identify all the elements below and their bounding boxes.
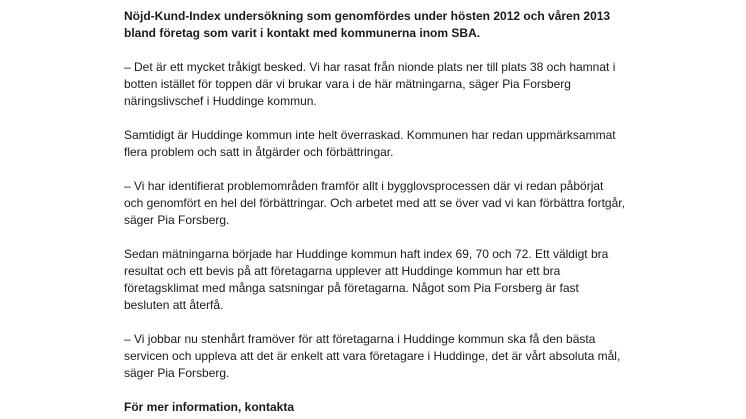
contact-heading: För mer information, kontakta bbox=[124, 400, 295, 414]
paragraph-quote-3: – Vi jobbar nu stenhårt framöver för att företagarna i Huddinge kommun ska få den bästa servicen och uppleva att det är enkelt att vara företagare i Huddinge, det är vårt absoluta mål, säger Pia Forsberg. bbox=[124, 332, 621, 380]
paragraph-2: Samtidigt är Huddinge kommun inte helt överraskad. Kommunen har redan uppmärksammat flera problem och satt in åtgärder och förbättringar. bbox=[124, 128, 616, 159]
paragraph-3: Sedan mätningarna började har Huddinge kommun haft index 69, 70 och 72. Ett väldigt bra resultat och ett bevis på att företagarna upplever att Huddinge kommun har ett bra företagsklimat med många satsningar på företagarna. Något som Pia Forsberg är fast besluten att återfå. bbox=[124, 247, 609, 312]
paragraph-quote-1: – Det är ett mycket tråkigt besked. Vi har rasat från nionde plats ner till plats 38 och hamnat i botten istället för toppen där vi brukar vara i de här mätningarna, säger Pia Forsberg näringslivschef i Huddinge kommun. bbox=[124, 60, 616, 108]
paragraph-quote-2: – Vi har identifierat problemområden framför allt i bygglovsprocessen där vi redan påbörjat och genomfört en hel del förbättringar. Och arbetet med att se över vad vi kan förbättra fortgår, säger Pia Forsberg. bbox=[124, 179, 625, 227]
lead-paragraph: Nöjd-Kund-Index undersökning som genomfördes under hösten 2012 och våren 2013 bland företag som varit i kontakt med kommunerna inom SBA. bbox=[124, 9, 611, 40]
press-release-body bbox=[124, 8, 626, 416]
